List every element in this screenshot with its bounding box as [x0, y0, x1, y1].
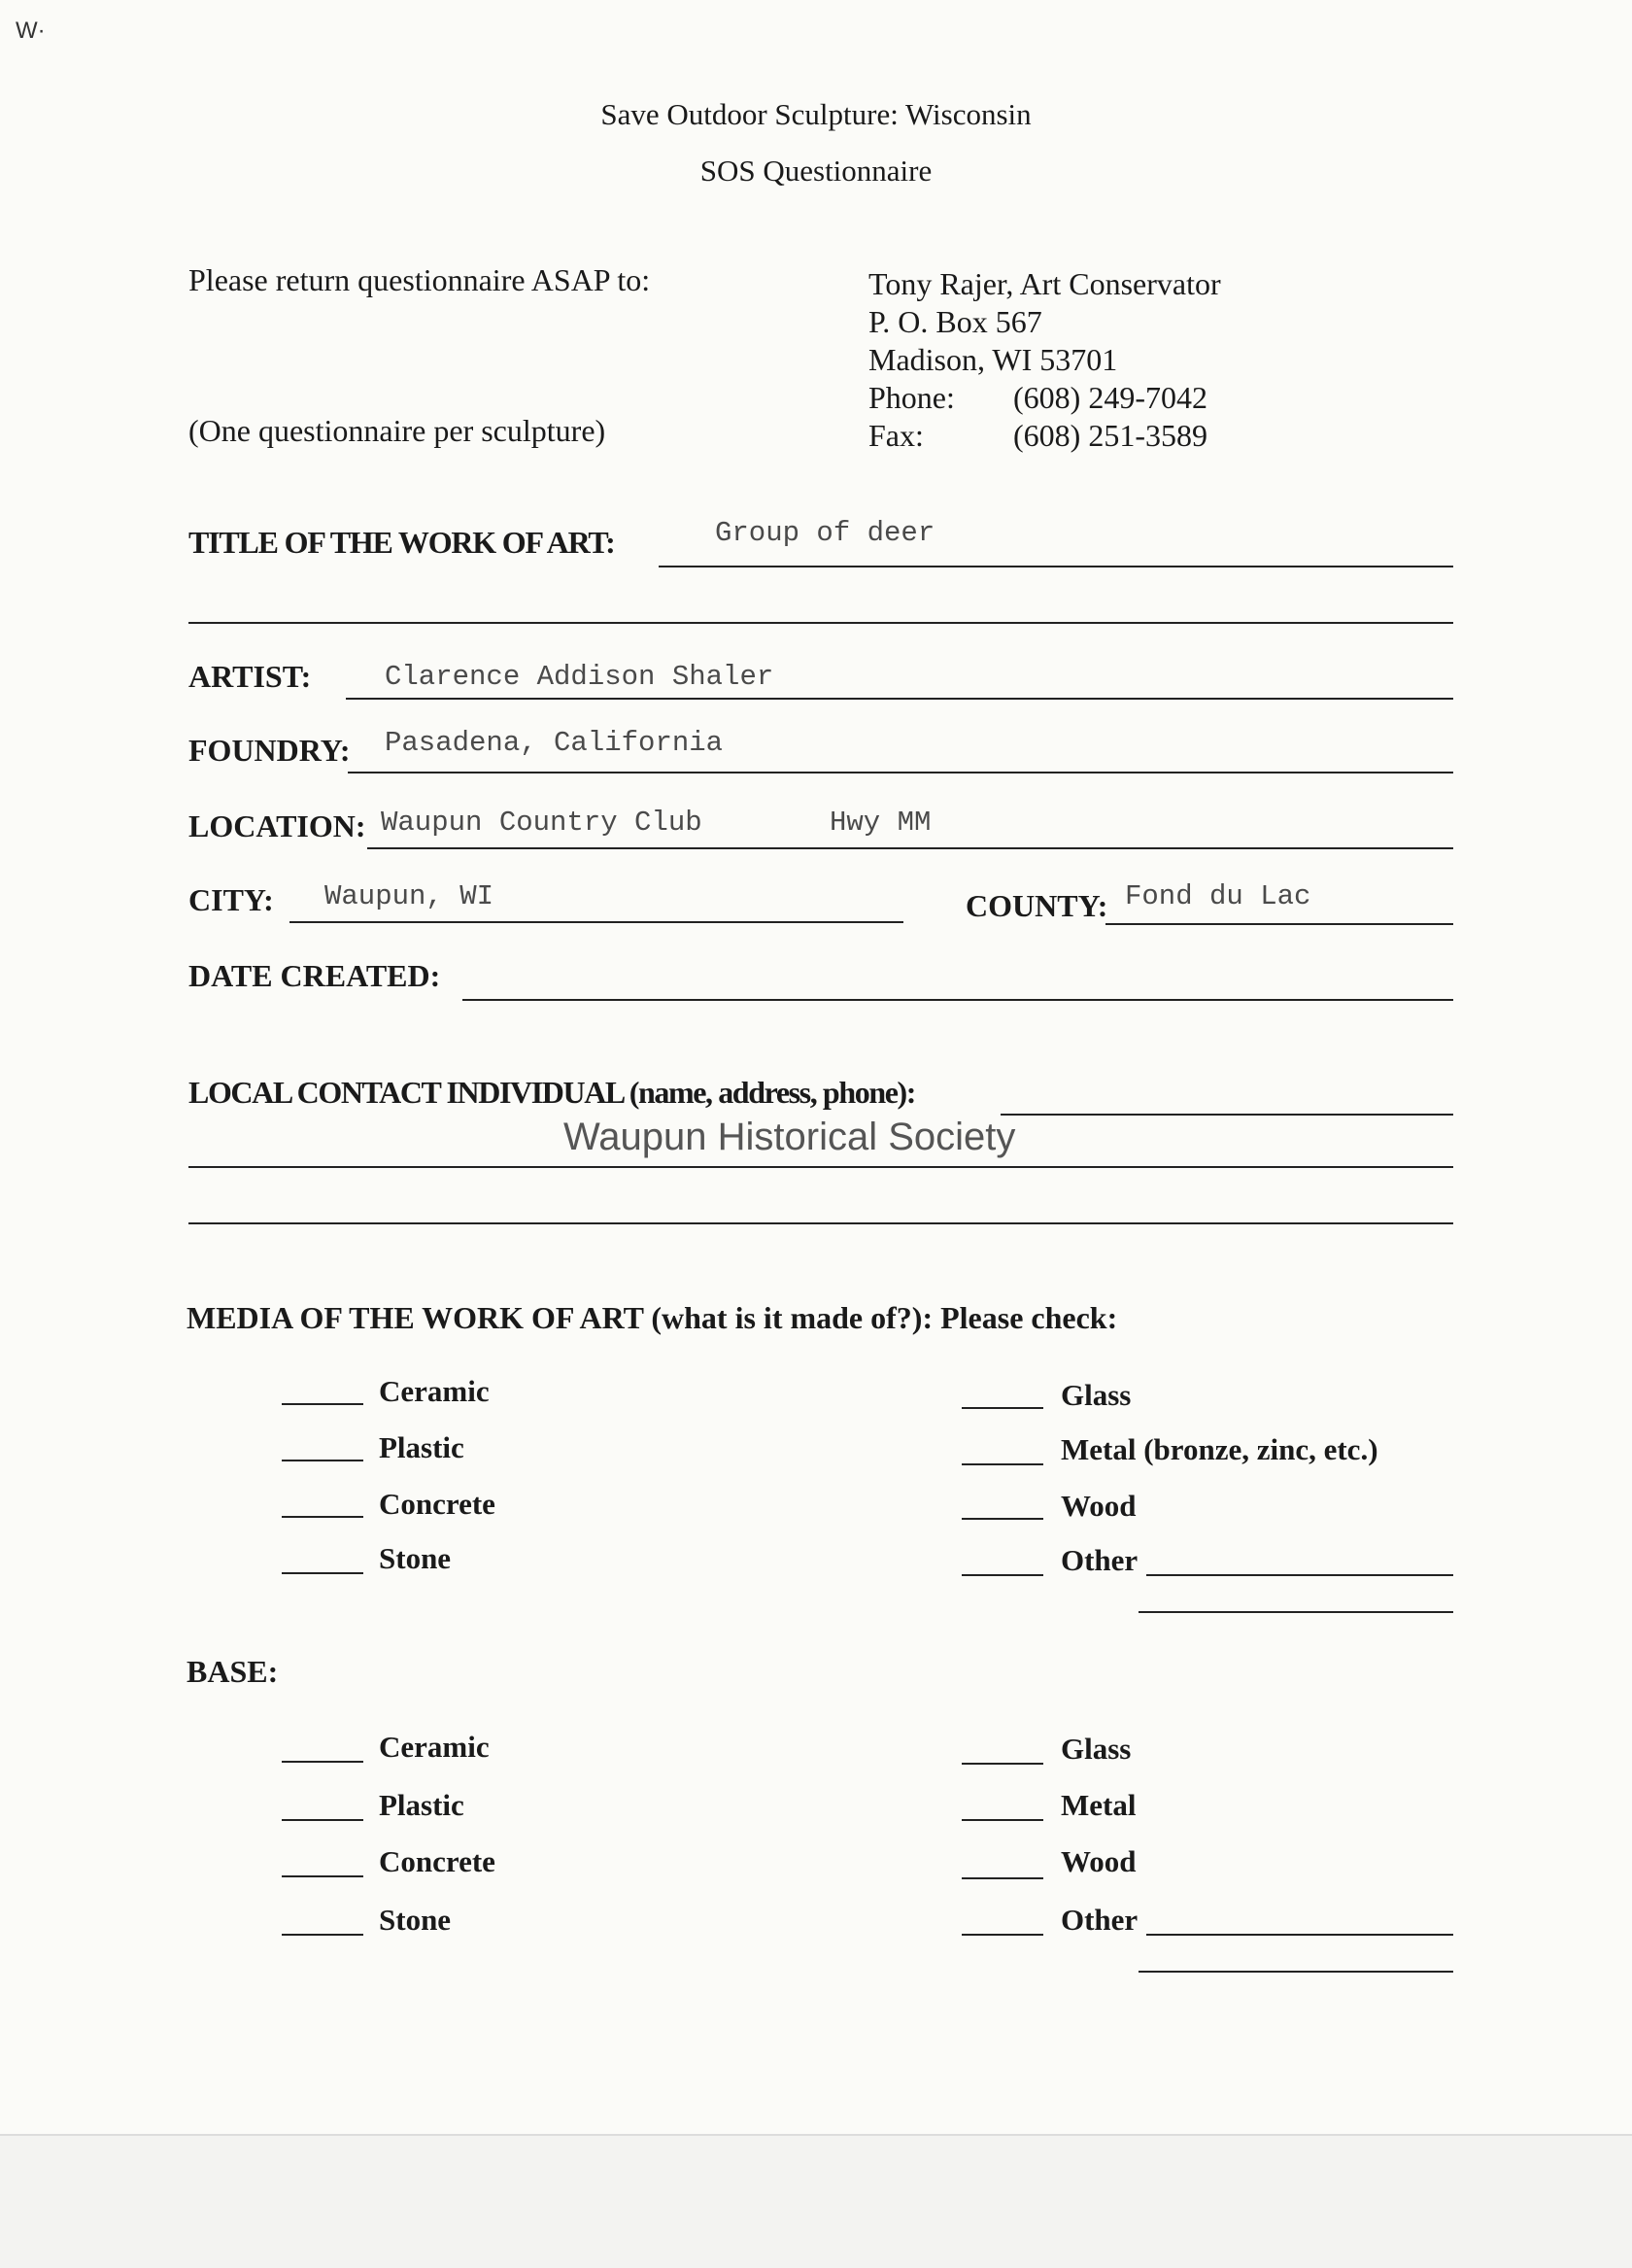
- media-plastic-label: Plastic: [379, 1430, 464, 1464]
- county-label: COUNTY:: [966, 888, 1108, 923]
- recipient-address-line1: P. O. Box 567: [868, 304, 1042, 339]
- fax-number: (608) 251-3589: [1013, 418, 1207, 453]
- title-underline-2: [188, 622, 1453, 624]
- scan-bottom-band: [0, 2134, 1632, 2268]
- media-wood-checkbox[interactable]: [962, 1518, 1043, 1520]
- city-underline: [289, 921, 903, 923]
- media-concrete-checkbox[interactable]: [282, 1516, 363, 1518]
- recipient-name: Tony Rajer, Art Conservator: [868, 266, 1221, 301]
- base-glass-label: Glass: [1061, 1732, 1132, 1766]
- form-subtitle: SOS Questionnaire: [699, 154, 933, 188]
- foundry-value[interactable]: Pasadena, California: [385, 727, 724, 759]
- date-created-label: DATE CREATED:: [188, 958, 441, 993]
- location-label: LOCATION:: [188, 808, 366, 843]
- media-stone-label: Stone: [379, 1541, 452, 1575]
- media-other-field[interactable]: [1146, 1574, 1453, 1576]
- date-created-underline: [462, 999, 1453, 1001]
- media-ceramic-label: Ceramic: [379, 1374, 490, 1408]
- base-other-field-2[interactable]: [1139, 1971, 1453, 1973]
- media-metal-checkbox[interactable]: [962, 1463, 1043, 1465]
- base-plastic-label: Plastic: [379, 1788, 464, 1822]
- contact-underline-1: [1001, 1114, 1453, 1116]
- contact-underline-2: [188, 1166, 1453, 1168]
- media-other-checkbox[interactable]: [962, 1574, 1043, 1576]
- media-heading: MEDIA OF THE WORK OF ART (what is it made of?): Please check:: [187, 1300, 1118, 1335]
- media-ceramic-checkbox[interactable]: [282, 1403, 363, 1405]
- base-wood-checkbox[interactable]: [962, 1877, 1043, 1879]
- base-other-checkbox[interactable]: [962, 1934, 1043, 1936]
- base-plastic-checkbox[interactable]: [282, 1819, 363, 1821]
- base-other-field[interactable]: [1146, 1934, 1453, 1936]
- local-contact-label: LOCAL CONTACT INDIVIDUAL (name, address, phone):: [188, 1075, 916, 1110]
- media-metal-label: Metal (bronze, zinc, etc.): [1061, 1432, 1378, 1466]
- location-value[interactable]: Waupun Country Club: [381, 807, 702, 839]
- base-metal-checkbox[interactable]: [962, 1819, 1043, 1821]
- media-wood-label: Wood: [1061, 1489, 1137, 1523]
- city-value[interactable]: Waupun, WI: [324, 880, 494, 912]
- contact-underline-3: [188, 1222, 1453, 1224]
- title-underline: [659, 566, 1453, 567]
- base-ceramic-label: Ceramic: [379, 1730, 490, 1764]
- media-plastic-checkbox[interactable]: [282, 1460, 363, 1461]
- location-underline: [367, 847, 1453, 849]
- media-other-field-2[interactable]: [1139, 1611, 1453, 1613]
- local-contact-value[interactable]: Waupun Historical Society: [563, 1116, 1016, 1158]
- artist-label: ARTIST:: [188, 659, 312, 694]
- base-concrete-checkbox[interactable]: [282, 1875, 363, 1877]
- return-instruction: Please return questionnaire ASAP to:: [188, 262, 651, 297]
- base-ceramic-checkbox[interactable]: [282, 1761, 363, 1763]
- corner-mark: W·: [16, 17, 46, 44]
- city-label: CITY:: [188, 882, 274, 917]
- foundry-label: FOUNDRY:: [188, 733, 351, 768]
- base-stone-label: Stone: [379, 1903, 452, 1937]
- base-glass-checkbox[interactable]: [962, 1763, 1043, 1765]
- title-label: TITLE OF THE WORK OF ART:: [188, 525, 615, 560]
- media-glass-label: Glass: [1061, 1378, 1132, 1412]
- media-glass-checkbox[interactable]: [962, 1407, 1043, 1409]
- fax-label: Fax:: [868, 418, 924, 453]
- media-other-label: Other: [1061, 1543, 1139, 1577]
- phone-number: (608) 249-7042: [1013, 380, 1207, 415]
- base-wood-label: Wood: [1061, 1844, 1137, 1878]
- media-concrete-label: Concrete: [379, 1487, 495, 1521]
- artist-underline: [346, 698, 1453, 700]
- recipient-address-line2: Madison, WI 53701: [868, 342, 1118, 377]
- one-per-sculpture-note: (One questionnaire per sculpture): [188, 413, 606, 448]
- base-metal-label: Metal: [1061, 1788, 1137, 1822]
- base-stone-checkbox[interactable]: [282, 1934, 363, 1936]
- county-value[interactable]: Fond du Lac: [1125, 880, 1311, 912]
- base-other-label: Other: [1061, 1903, 1139, 1937]
- media-stone-checkbox[interactable]: [282, 1572, 363, 1574]
- foundry-underline: [348, 772, 1453, 773]
- base-concrete-label: Concrete: [379, 1844, 495, 1878]
- base-heading: BASE:: [187, 1654, 279, 1689]
- county-underline: [1105, 923, 1453, 925]
- phone-label: Phone:: [868, 380, 955, 415]
- artist-value[interactable]: Clarence Addison Shaler: [385, 661, 774, 693]
- title-value[interactable]: Group of deer: [715, 517, 935, 549]
- location-value-2[interactable]: Hwy MM: [830, 807, 932, 839]
- form-title: Save Outdoor Sculpture: Wisconsin: [600, 97, 1032, 131]
